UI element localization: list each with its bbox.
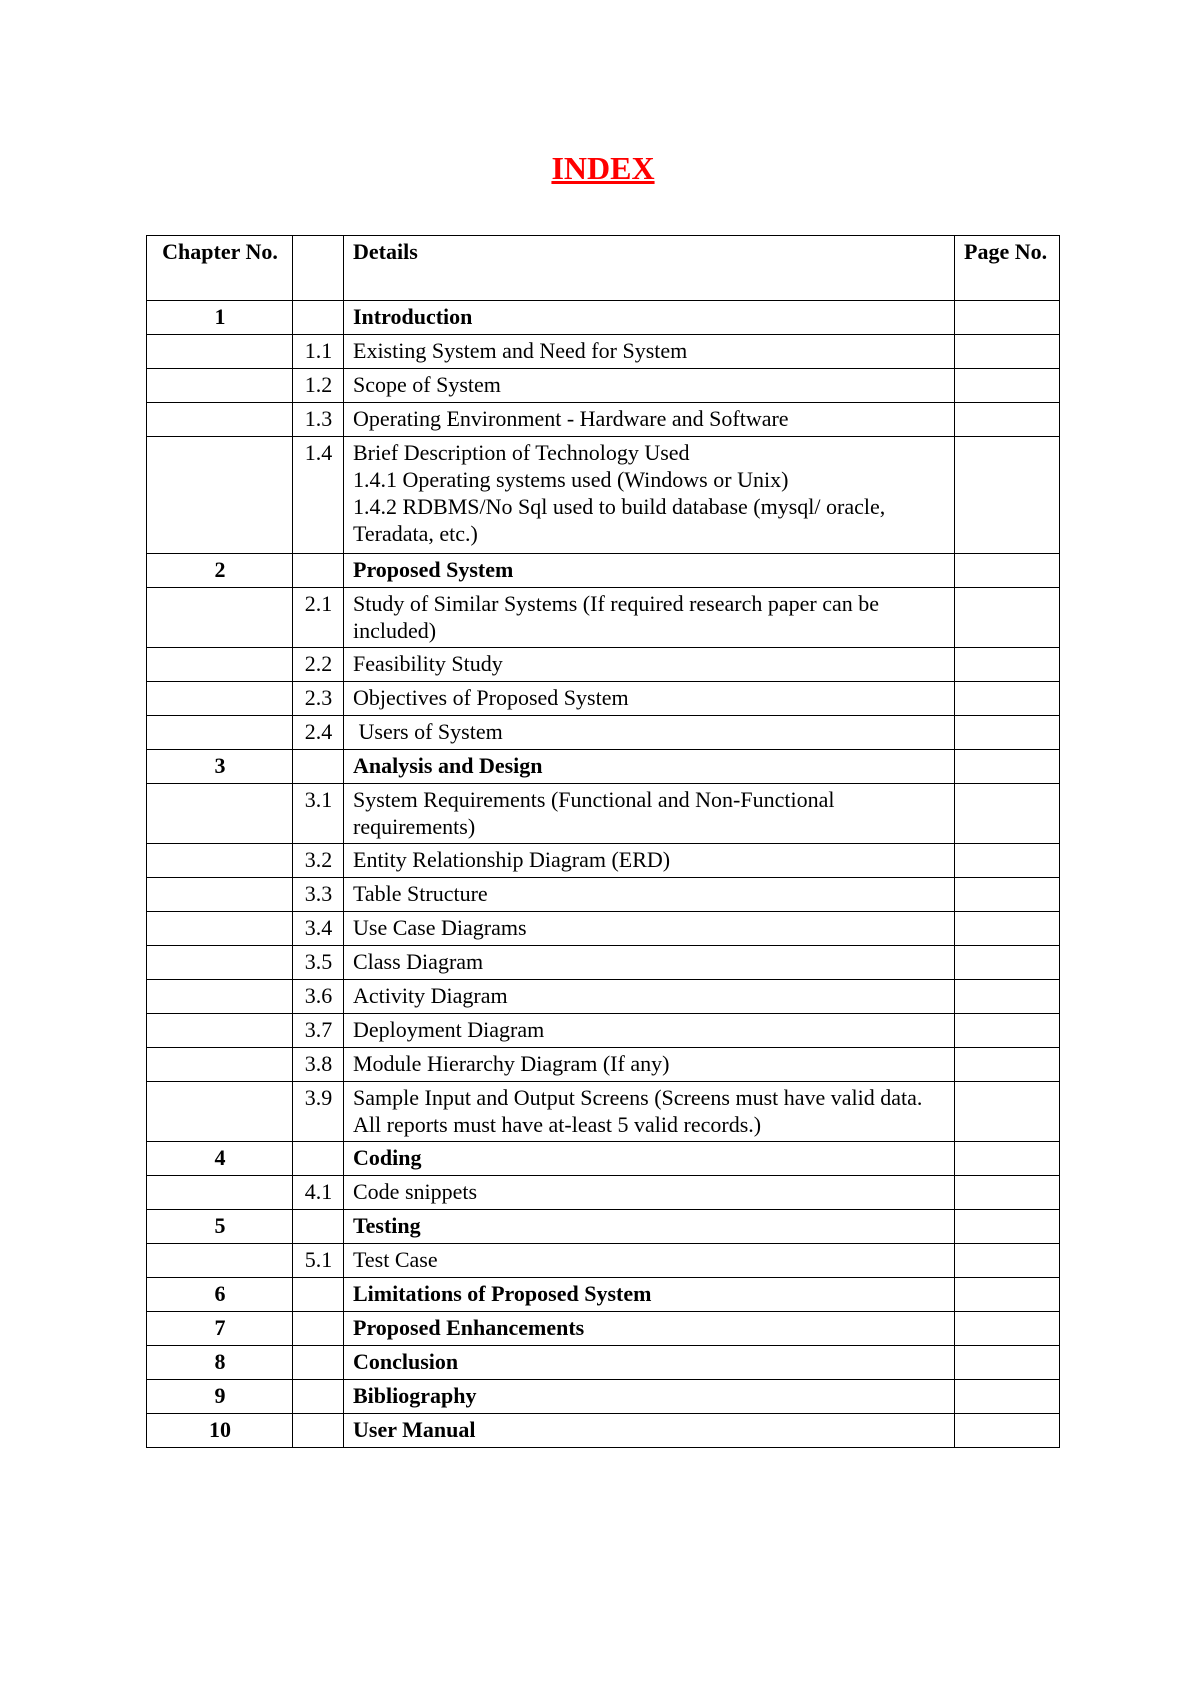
page-title: INDEX xyxy=(551,150,655,186)
table-row xyxy=(147,750,1060,784)
page-no-cell xyxy=(955,1210,1060,1244)
section-no-cell: 2.3 xyxy=(293,682,344,716)
details-cell: Objectives of Proposed System xyxy=(344,682,955,716)
section-no-cell: 3.4 xyxy=(293,912,344,946)
page-no-cell xyxy=(955,648,1060,682)
chapter-no-cell: 8 xyxy=(147,1346,293,1380)
table-row xyxy=(147,1414,1060,1448)
page-no-cell xyxy=(955,403,1060,437)
chapter-no-cell: 6 xyxy=(147,1278,293,1312)
section-no-cell xyxy=(293,1210,344,1244)
details-cell: Existing System and Need for System xyxy=(344,335,955,369)
details-cell: Testing xyxy=(344,1210,955,1244)
details-cell: Code snippets xyxy=(344,1176,955,1210)
chapter-no-cell xyxy=(147,437,293,554)
details-cell: Operating Environment - Hardware and Software xyxy=(344,403,955,437)
table-row xyxy=(147,1278,1060,1312)
chapter-no-cell: 1 xyxy=(147,301,293,335)
table-row xyxy=(147,1210,1060,1244)
section-no-cell xyxy=(293,750,344,784)
header-page-no: Page No. xyxy=(955,236,1060,301)
details-cell: Proposed System xyxy=(344,554,955,588)
page-no-cell xyxy=(955,1142,1060,1176)
page-no-cell xyxy=(955,1312,1060,1346)
table-row xyxy=(147,1048,1060,1082)
chapter-no-cell xyxy=(147,1176,293,1210)
section-no-cell: 1.3 xyxy=(293,403,344,437)
chapter-no-cell: 10 xyxy=(147,1414,293,1448)
table-row xyxy=(147,554,1060,588)
table-row xyxy=(147,369,1060,403)
section-no-cell xyxy=(293,1414,344,1448)
table-row xyxy=(147,878,1060,912)
page-no-cell xyxy=(955,1014,1060,1048)
page-no-cell xyxy=(955,369,1060,403)
section-no-cell: 4.1 xyxy=(293,1176,344,1210)
section-no-cell: 2.4 xyxy=(293,716,344,750)
page-no-cell xyxy=(955,301,1060,335)
details-cell: Conclusion xyxy=(344,1346,955,1380)
details-cell: Sample Input and Output Screens (Screens must have valid data. All reports must have at-least 5 valid records.) xyxy=(344,1082,955,1142)
chapter-no-cell xyxy=(147,878,293,912)
details-cell: Study of Similar Systems (If required research paper can be included) xyxy=(344,588,955,648)
page-no-cell xyxy=(955,1346,1060,1380)
page-no-cell xyxy=(955,1278,1060,1312)
table-row xyxy=(147,946,1060,980)
details-subline: 1.4.1 Operating systems used (Windows or Unix) xyxy=(353,467,789,492)
section-no-cell: 2.1 xyxy=(293,588,344,648)
index-table xyxy=(146,235,1060,1448)
section-no-cell xyxy=(293,1142,344,1176)
page-no-cell xyxy=(955,682,1060,716)
page-no-cell xyxy=(955,946,1060,980)
page-no-cell xyxy=(955,1048,1060,1082)
table-row xyxy=(147,1380,1060,1414)
chapter-no-cell xyxy=(147,784,293,844)
table-row xyxy=(147,844,1060,878)
chapter-no-cell: 3 xyxy=(147,750,293,784)
section-no-cell xyxy=(293,1278,344,1312)
details-cell: Coding xyxy=(344,1142,955,1176)
section-no-cell: 3.9 xyxy=(293,1082,344,1142)
details-line: Brief Description of Technology Used xyxy=(353,440,690,465)
chapter-no-cell xyxy=(147,946,293,980)
details-subline: 1.4.2 RDBMS/No Sql used to build database (mysql/ oracle, Teradata, etc.) xyxy=(353,494,886,546)
table-row xyxy=(147,403,1060,437)
table-row xyxy=(147,1244,1060,1278)
table-row xyxy=(147,716,1060,750)
details-cell: System Requirements (Functional and Non-Functional requirements) xyxy=(344,784,955,844)
table-row xyxy=(147,1312,1060,1346)
details-cell xyxy=(344,437,955,554)
chapter-no-cell xyxy=(147,588,293,648)
table-row xyxy=(147,1014,1060,1048)
chapter-no-cell xyxy=(147,335,293,369)
details-cell: Proposed Enhancements xyxy=(344,1312,955,1346)
chapter-no-cell xyxy=(147,1014,293,1048)
section-no-cell xyxy=(293,554,344,588)
table-row xyxy=(147,1176,1060,1210)
section-no-cell: 3.1 xyxy=(293,784,344,844)
page-no-cell xyxy=(955,1082,1060,1142)
details-cell: User Manual xyxy=(344,1414,955,1448)
section-no-cell: 5.1 xyxy=(293,1244,344,1278)
details-cell: Limitations of Proposed System xyxy=(344,1278,955,1312)
chapter-no-cell xyxy=(147,403,293,437)
table-row xyxy=(147,980,1060,1014)
table-row xyxy=(147,1346,1060,1380)
details-cell: Use Case Diagrams xyxy=(344,912,955,946)
chapter-no-cell xyxy=(147,1244,293,1278)
section-no-cell: 3.6 xyxy=(293,980,344,1014)
table-row xyxy=(147,437,1060,554)
page-no-cell xyxy=(955,784,1060,844)
details-cell: Entity Relationship Diagram (ERD) xyxy=(344,844,955,878)
section-no-cell xyxy=(293,1346,344,1380)
chapter-no-cell: 9 xyxy=(147,1380,293,1414)
page-no-cell xyxy=(955,750,1060,784)
chapter-no-cell xyxy=(147,1082,293,1142)
page-no-cell xyxy=(955,335,1060,369)
table-row xyxy=(147,588,1060,648)
details-cell: Class Diagram xyxy=(344,946,955,980)
details-cell: Introduction xyxy=(344,301,955,335)
section-no-cell: 3.3 xyxy=(293,878,344,912)
section-no-cell xyxy=(293,1380,344,1414)
header-section-blank xyxy=(293,236,344,301)
details-cell: Analysis and Design xyxy=(344,750,955,784)
page-no-cell xyxy=(955,844,1060,878)
page-no-cell xyxy=(955,588,1060,648)
chapter-no-cell xyxy=(147,980,293,1014)
page-no-cell xyxy=(955,1244,1060,1278)
page-no-cell xyxy=(955,554,1060,588)
header-chapter-no: Chapter No. xyxy=(147,236,293,301)
table-row xyxy=(147,1142,1060,1176)
details-cell: Users of System xyxy=(344,716,955,750)
section-no-cell: 1.2 xyxy=(293,369,344,403)
chapter-no-cell xyxy=(147,369,293,403)
page-no-cell xyxy=(955,912,1060,946)
table-row xyxy=(147,784,1060,844)
details-cell: Bibliography xyxy=(344,1380,955,1414)
section-no-cell: 2.2 xyxy=(293,648,344,682)
table-row xyxy=(147,335,1060,369)
details-cell: Feasibility Study xyxy=(344,648,955,682)
chapter-no-cell xyxy=(147,716,293,750)
page-no-cell xyxy=(955,1414,1060,1448)
page-no-cell xyxy=(955,716,1060,750)
details-cell: Scope of System xyxy=(344,369,955,403)
chapter-no-cell xyxy=(147,648,293,682)
details-cell: Table Structure xyxy=(344,878,955,912)
header-details: Details xyxy=(344,236,955,301)
section-no-cell: 3.7 xyxy=(293,1014,344,1048)
section-no-cell: 1.4 xyxy=(293,437,344,554)
section-no-cell: 3.5 xyxy=(293,946,344,980)
table-row xyxy=(147,301,1060,335)
details-cell: Module Hierarchy Diagram (If any) xyxy=(344,1048,955,1082)
chapter-no-cell: 5 xyxy=(147,1210,293,1244)
chapter-no-cell xyxy=(147,1048,293,1082)
table-header-row xyxy=(147,236,1060,301)
table-row xyxy=(147,682,1060,716)
chapter-no-cell xyxy=(147,912,293,946)
chapter-no-cell: 2 xyxy=(147,554,293,588)
details-cell: Activity Diagram xyxy=(344,980,955,1014)
details-cell: Deployment Diagram xyxy=(344,1014,955,1048)
section-no-cell: 3.8 xyxy=(293,1048,344,1082)
chapter-no-cell xyxy=(147,682,293,716)
section-no-cell xyxy=(293,1312,344,1346)
page-no-cell xyxy=(955,878,1060,912)
chapter-no-cell xyxy=(147,844,293,878)
section-no-cell: 3.2 xyxy=(293,844,344,878)
page-no-cell xyxy=(955,1380,1060,1414)
table-row xyxy=(147,1082,1060,1142)
details-cell: Test Case xyxy=(344,1244,955,1278)
page-no-cell xyxy=(955,980,1060,1014)
chapter-no-cell: 7 xyxy=(147,1312,293,1346)
chapter-no-cell: 4 xyxy=(147,1142,293,1176)
section-no-cell: 1.1 xyxy=(293,335,344,369)
page-no-cell xyxy=(955,1176,1060,1210)
table-row xyxy=(147,648,1060,682)
section-no-cell xyxy=(293,301,344,335)
table-row xyxy=(147,912,1060,946)
page-no-cell xyxy=(955,437,1060,554)
